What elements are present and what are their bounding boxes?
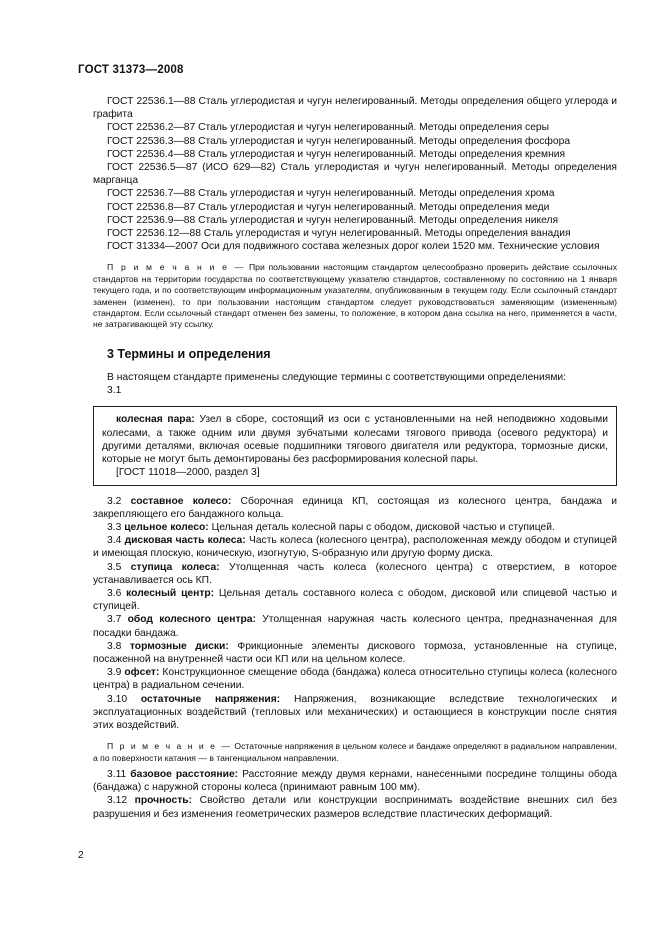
document-code-header: ГОСТ 31373—2008 <box>78 64 184 76</box>
note-text: Остаточные напряжения в цельном колесе и бандаже определяют в радиальном направлении, а по поверхности катания — в тангенциальном направлении. <box>93 741 617 763</box>
term-name: прочность: <box>134 795 193 807</box>
term-definition: Сборочная единица КП, состоящая из колесного центра, бандажа и закрепляющего его бандажного кольца. <box>93 495 617 520</box>
page-content <box>93 95 617 821</box>
term-definition: Цельная деталь колесной пары с ободом, дисковой частью и ступицей. <box>211 521 555 533</box>
term-definition: Напряжения, возникающие вследствие технологических и эксплуатационных воздействий (тепловых или механических) и остающиеся в конструкции после снятия этих воздействий. <box>93 693 618 731</box>
term-definition-box <box>93 406 617 485</box>
term-number: 3.5 <box>107 561 122 573</box>
term-paragraph <box>102 413 608 466</box>
term-name: базовое расстояние: <box>130 768 239 780</box>
reference-item: ГОСТ 22536.12—88 Сталь углеродистая и чугун нелегированный. Методы определения ванадия <box>107 228 571 240</box>
term-paragraph <box>93 561 617 587</box>
note-label: П р и м е ч а н и е — <box>107 262 246 273</box>
note-references <box>93 262 617 330</box>
section-intro: В настоящем стандарте применены следующие термины с соответствующими определениями: <box>107 372 567 384</box>
term-definition: Утолщенная наружная часть колесного центра, предназначенная для посадки бандажа. <box>93 614 617 639</box>
term-number: 3.1 <box>107 385 122 397</box>
term-name: тормозные диски: <box>129 640 229 652</box>
reference-item: ГОСТ 31334—2007 Оси для подвижного состава железных дорог колеи 1520 мм. Технические условия <box>107 241 600 253</box>
term-paragraph <box>93 587 617 613</box>
term-number: 3.3 <box>107 521 122 533</box>
term-name: остаточные напряжения: <box>140 693 281 705</box>
term-paragraph <box>93 495 617 521</box>
term-name: обод колесного центра: <box>127 614 256 626</box>
note-residual-stress <box>93 741 617 764</box>
term-name: цельное колесо: <box>124 521 209 533</box>
term-number: 3.12 <box>107 795 128 807</box>
reference-item: ГОСТ 22536.7—88 Сталь углеродистая и чугун нелегированный. Методы определения хрома <box>107 188 555 200</box>
section-title: 3 Термины и определения <box>107 346 271 361</box>
term-paragraph <box>93 768 617 794</box>
term-source: [ГОСТ 11018—2000, раздел 3] <box>116 467 260 479</box>
term-paragraph <box>93 613 617 639</box>
term-name: колесный центр: <box>126 587 215 599</box>
term-paragraph <box>93 693 617 733</box>
term-number: 3.7 <box>107 614 122 626</box>
term-paragraph <box>93 640 617 666</box>
term-number: 3.10 <box>107 693 128 705</box>
reference-item: ГОСТ 22536.8—87 Сталь углеродистая и чугун нелегированный. Методы определения меди <box>107 201 550 213</box>
term-number: 3.4 <box>107 535 122 547</box>
reference-item: ГОСТ 22536.1—88 Сталь углеродистая и чугун нелегированный. Методы определения общего углерода и графита <box>93 96 617 121</box>
page-number: 2 <box>78 850 84 861</box>
reference-item: ГОСТ 22536.3—88 Сталь углеродистая и чугун нелегированный. Методы определения фосфора <box>107 135 571 147</box>
term-number: 3.6 <box>107 587 122 599</box>
term-name: офсет: <box>124 667 160 679</box>
term-definition: Утолщенная часть колеса (колесного центра) с отверстием, в которое устанавливается ось КП. <box>93 561 617 586</box>
term-definition: Часть колеса (колесного центра), расположенная между ободом и ступицей и имеющая плоскую, коническую, изогнутую, S-образную или другую форму диска. <box>93 535 617 560</box>
term-paragraph <box>93 794 617 820</box>
term-number: 3.2 <box>107 495 122 507</box>
term-definition: Расстояние между двумя кернами, нанесенными посредине толщины обода (бандажа) с наружной стороны колеса (принимают равным 100 мм). <box>93 768 617 794</box>
term-paragraph <box>93 666 617 692</box>
reference-item: ГОСТ 22536.5—87 (ИСО 629—82) Сталь углеродистая и чугун нелегированный. Методы определения марганца <box>93 162 617 187</box>
term-definition: Фрикционные элементы дискового тормоза, установленные на ступице, посаженной на внутренней части оси КП или на цельном колесе. <box>93 640 617 665</box>
reference-item: ГОСТ 22536.9—88 Сталь углеродистая и чугун нелегированный. Методы определения никеля <box>107 214 559 226</box>
term-name: ступица колеса: <box>130 561 220 573</box>
term-definition: Цельная деталь составного колеса с ободом, дисковой или спицевой частью и ступицей. <box>93 587 617 613</box>
term-name: колесная пара: <box>116 414 195 426</box>
term-paragraph <box>93 521 617 534</box>
term-name: составное колесо: <box>130 495 232 507</box>
term-definition: Узел в сборе, состоящий из оси с установленными на ней неподвижно ходовыми колесами, а также одним или двумя зубчатыми колесами тягового привода (осевого редуктора) и другими деталями, включая осевые подшипники тягового двигателя или редуктора, тормозные диски, которые не могут быть демонтированы без расформирования колесной пары. <box>102 414 608 466</box>
term-number: 3.11 <box>107 768 127 780</box>
term-number: 3.8 <box>107 640 122 652</box>
note-label: П р и м е ч а н и е — <box>107 741 232 752</box>
term-number: 3.9 <box>107 667 122 679</box>
term-definition: Конструкционное смещение обода (бандажа) колеса относительно ступицы колеса (колесного центра) в радиальном сечении. <box>93 667 617 692</box>
reference-item: ГОСТ 22536.2—87 Сталь углеродистая и чугун нелегированный. Методы определения серы <box>107 122 550 134</box>
reference-item: ГОСТ 22536.4—88 Сталь углеродистая и чугун нелегированный. Методы определения кремния <box>107 148 566 160</box>
term-name: дисковая часть колеса: <box>124 535 246 547</box>
term-paragraph <box>93 534 617 560</box>
note-text: При пользовании настоящим стандартом целесообразно проверить действие ссылочных стандартов на территории государства по соответствующему указателю стандартов, составленному по состоянию на 1 января текущего года, и по соответствующим информационным указателям, опубликованным в текущем году. Если ссылочный стандарт заменен (изменен), то при пользовании настоящим стандартом следует руководствоваться заменяющим (измененным) стандартом. Если ссылочный стандарт отменен без замены, то положение, в котором дана ссылка на него, применяется в части, не затрагивающей эту ссылку. <box>93 262 617 330</box>
term-definition: Свойство детали или конструкции воспринимать воздействие внешних сил без разрушения и без изменения геометрических размеров вследствие пластических деформаций. <box>93 795 617 820</box>
